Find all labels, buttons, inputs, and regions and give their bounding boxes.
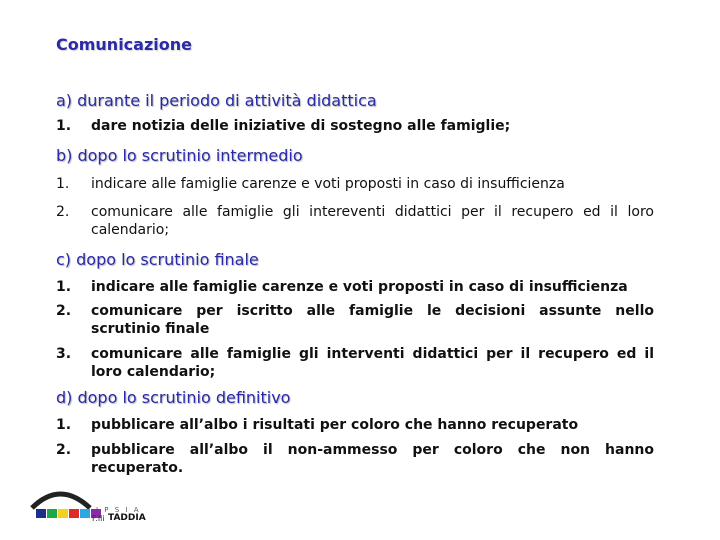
logo-square-icon bbox=[47, 509, 57, 518]
item-text: comunicare per iscritto alle famiglie le decisioni assunte nello scrutinio finale bbox=[91, 303, 654, 337]
section-heading-a: a) durante il periodo di attività didattica bbox=[56, 91, 377, 110]
list-item bbox=[56, 441, 654, 477]
list-item bbox=[56, 175, 654, 193]
list-item bbox=[56, 117, 654, 135]
item-number: 1. bbox=[56, 176, 70, 192]
list-item bbox=[56, 278, 654, 296]
logo-square-icon bbox=[69, 509, 79, 518]
logo-name: TADDIA bbox=[108, 513, 146, 523]
item-number: 2. bbox=[56, 204, 70, 220]
list-item bbox=[56, 416, 654, 434]
list-item bbox=[56, 345, 654, 381]
item-text: comunicare alle famiglie gli intereventi didattici per il recupero ed il loro calendario; bbox=[91, 204, 654, 238]
item-number: 1. bbox=[56, 417, 72, 433]
list-item bbox=[56, 302, 654, 338]
item-number: 2. bbox=[56, 442, 72, 458]
section-heading-b: b) dopo lo scrutinio intermedio bbox=[56, 146, 303, 165]
item-text: pubblicare all’albo il non-ammesso per coloro che non hanno recuperato. bbox=[91, 442, 654, 476]
item-text: dare notizia delle iniziative di sostegno alle famiglie; bbox=[91, 118, 511, 134]
logo-square-icon bbox=[58, 509, 68, 518]
slide-title: Comunicazione bbox=[56, 35, 192, 54]
section-heading-c: c) dopo lo scrutinio finale bbox=[56, 250, 259, 269]
school-logo bbox=[28, 486, 148, 526]
item-text: indicare alle famiglie carenze e voti proposti in caso di insufficienza bbox=[91, 279, 628, 295]
item-text: pubblicare all’albo i risultati per coloro che hanno recuperato bbox=[91, 417, 579, 433]
list-item bbox=[56, 203, 654, 239]
item-text: comunicare alle famiglie gli interventi didattici per il recupero ed il loro calendario; bbox=[91, 346, 654, 380]
item-number: 2. bbox=[56, 303, 72, 319]
section-heading-d: d) dopo lo scrutinio definitivo bbox=[56, 388, 291, 407]
logo-square-icon bbox=[36, 509, 46, 518]
item-number: 1. bbox=[56, 279, 72, 295]
logo-square-icon bbox=[80, 509, 90, 518]
item-number: 3. bbox=[56, 346, 72, 362]
item-number: 1. bbox=[56, 118, 72, 134]
logo-top-text: I P S I A bbox=[96, 506, 141, 514]
logo-prefix: F.lli bbox=[92, 514, 105, 523]
item-text: indicare alle famiglie carenze e voti proposti in caso di insufficienza bbox=[91, 176, 565, 192]
